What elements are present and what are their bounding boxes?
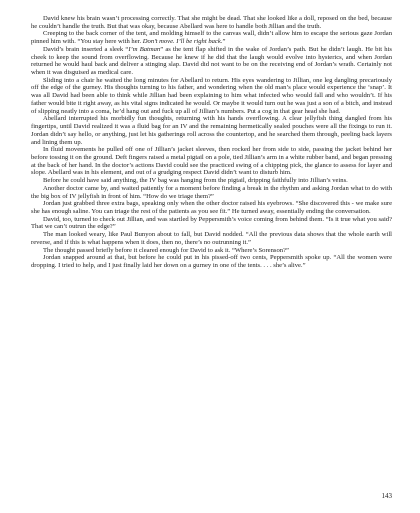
paragraph: Creeping to the back corner of the tent, and molding himself to the canvas wall, didn’t allow him to escape the serious gaze Jordan pinned him with. “You stay here with her. Don’t move. I’ll be right back.”: [31, 30, 392, 46]
paragraph: David, too, turned to check out Jillian, and was startled by Peppersmith’s voice coming from behind them. “Is it true what you said? That we can’t outrun the edge?”: [31, 215, 392, 231]
emphasis: Don’t move. I’ll be right back.: [142, 38, 223, 46]
emphasis: I’m Batman: [128, 45, 161, 53]
paragraph: The man looked weary, like Paul Bunyon about to fall, but David nodded. “All the previous data shows that the whole earth will reverse, and if this is what happens when it does, then no, there’s no outrunning it.”: [31, 231, 392, 246]
paragraph: In fluid movements he pulled off one of Jillian’s jacket sleeves, then rocked her from side to side, passing the jacket behind her before tossing it on the ground. Deft fingers raised a metal pigtail on a pole, tied Jillian’s arm in a white rubber band, and began pressing at the back of her hand. In the doctor’s actions David could see the practiced swing of a chipping pick, the glance to assess for layer and slope. Abellard was in his element, and out of a grudging respect David didn’t want to disturb him.: [31, 146, 392, 177]
paragraph: Before he could have said anything, the IV bag was hanging from the pigtail, dripping faithfully into Jillian’s veins.: [43, 177, 348, 185]
paragraph: Abellard interrupted his morbidly fun thoughts, returning with his hands overflowing. A clear jellyfish thing dangled from his fingertips, until David realized it was a fluid bag for an IV and the remaining hermetically sealed pouches were all the fixings to run it. Jordan didn’t say hello, or anything, just let his gatherings roll across the countertop, and he searched them through, peeling back layers and lining them up.: [31, 115, 392, 146]
paragraph: Another doctor came by, and waited patiently for a moment before finding a break in the rhythm and asking Jordan what to do with the big box of IV jellyfish in front of him. “How do we triage them?”: [31, 184, 392, 200]
paragraph: David’s brain inserted a sleek “I’m Batman” as the tent flap shifted in the wake of Jordan’s path. But he didn’t laugh. He bit his cheek to keep the sound from overflowing. Because he knew if he did that the laugh would evolve into hysterics, and when Jordan returned he would haul back and deliver a stinging slap. David did not want to be on the receiving end of Jordan’s wrath. Certainly not when it was disguised as medical care.: [31, 45, 392, 77]
paragraph: Jordan just grabbed three extra bags, speaking only when the other doctor raised his eyebrows. “She discovered this - we make sure she has enough saline. You can triage the rest of the patients as you see fit.” He turned away, essentially ending the conversation.: [31, 200, 392, 215]
paragraph: Jordan snapped around at that, but before he could put in his pissed-off two cents, Peppersmith spoke up. “All the women were dropping. I tried to help, and I just finally laid her down on a gurney in one of the tents. . . . she’s alive.”: [31, 254, 392, 269]
page-number: 143: [381, 492, 392, 500]
paragraph: David knew his brain wasn’t processing correctly. That she might be dead. That she looked like a doll, reposed on the bed, because he couldn’t handle the truth. But that was okay, because Abellard was here to handle both Jillian and the truth.: [31, 15, 392, 30]
paragraph: Sliding into a chair he waited the long minutes for Abellard to return. His eyes wandering to Jillian, one leg dangling precariously off the edge of the gurney. His thoughts turning to his father, and wondering when the old man’s place would experience the ‘snap’. It was all David had been able to think while Jillian had been explaining to him what infected who would fall and who wouldn’t. If his father would bite it right away, as his vital signs indicated he would. Or maybe it would turn out he was just a son of a bitch, and instead of slipping neatly into a coma, he’d hang out and fuck up all of Jillian’s numbers. Put a cog in that gear head she had.: [31, 76, 392, 115]
paragraph: The thought passed briefly before it cleared enough for David to ask it. “Where’s Sorenson?”: [43, 246, 289, 254]
